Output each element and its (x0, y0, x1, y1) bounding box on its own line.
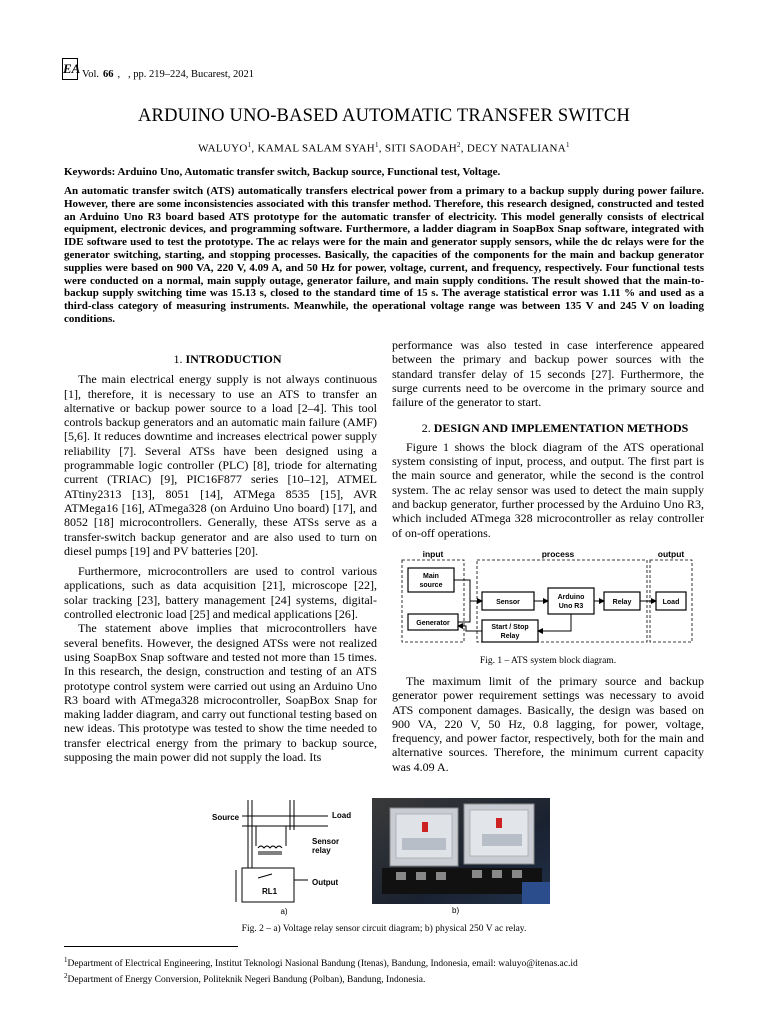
source-label: Source (212, 813, 240, 822)
author-affiliation: 2 (456, 141, 461, 149)
right-column-continued (392, 674, 704, 774)
author-name: SITI SAODAH (384, 142, 457, 155)
author-affiliation: 1 (566, 141, 570, 149)
footnote-1 (64, 954, 704, 970)
paragraph: The maximum limit of the primary source and backup generator power requirement settings was necessary to avoid ATS component damages. Basically, the design was based on 900 VA, 220 V, 50 Hz, 0.8 lagging, for power, voltage, frequency, and power factor, respectively, both for the main and alternative sources. Therefore, the minimum current capacity was 4.09 A. (392, 674, 704, 774)
footnote-marker: 1 (64, 956, 68, 964)
footnote-text: Department of Electrical Engineering, Institut Teknologi Nasional Bandung (Itenas), Bandung, Indonesia, email: waluyo@itenas.ac.id (67, 959, 578, 970)
paper-title: ARDUINO UNO-BASED AUTOMATIC TRANSFER SWITCH (137, 106, 631, 126)
label-output: output (657, 549, 685, 559)
section-number: 2. (421, 421, 434, 436)
abstract: An automatic transfer switch (ATS) automatically transfers electrical power from a primary to a backup supply during power failure. However, there are some inconsistencies associated with this transfer method. Therefore, this research designed, constructed and tested an Arduino Uno R3 board based ATS prototype for the automatic transfer of electricity. This model generally consists of electrical equipment, electronic devices, and programming software. Furthermore, a ladder diagram in SoapBox Snap software, integrated with IDE software used to test the prototype. The ac relays were for the main and generator supply sensors, while the dc relays were for the generator switching, starting, and stopping processes. Basically, the capacities of the components for the main and backup generator supplies were based on 900 VA, 220 V, 4.09 A, and 50 Hz for power, voltage, current, and frequency, respectively. Four functional tests were conducted on a normal, main supply outage, generator failure, and main supply conditions. The result showed that the main-to-backup supply switching time was 15.13 s, closed to the standard time of 15 s. The average statistical error was 1.11 % and used as a third-class category of measuring instruments. Meanwhile, the operational voltage range was between 135 V and 245 V on loading conditions. (64, 185, 704, 325)
paragraph: Furthermore, microcontrollers are used to control various applications, such as data acquisition [21], microscope [22], solar tracking [23], battery management [24] systems, digital-controlled electronic load [25] and medical applications [26]. (64, 564, 377, 622)
author-name: DECY NATALIANA (466, 142, 567, 155)
startstop-label: Relay (500, 633, 520, 640)
journal-header (62, 58, 254, 80)
generator-label: Generator (416, 620, 450, 627)
arduino-label: Arduino (557, 594, 585, 601)
footnotes (64, 954, 704, 986)
load-label: Load (332, 811, 352, 820)
author-affiliation: 1 (374, 141, 379, 149)
section-heading-introduction (64, 352, 377, 366)
main-source-label: source (419, 582, 443, 589)
paragraph: The statement above implies that microcontrollers have several benefits. However, the designed ATSs were not realized using SoapBox Snap software and tested not more than 15 times. In this research, the design, construction and testing of an ATS prototype control system were carried out using an Arduino Uno R3 board with ATmega328 microcontroller, SoapBox Snap for making ladder diagram, and carry out functional testing based on new ideas. This prototype was tested to show the time needed to transfer electrical energy from the primary to backup source, supposing the main power did not supply the load. Its (64, 621, 377, 765)
author-name: KAMAL SALAM SYAH (257, 142, 375, 155)
figure-2a-circuit-diagram (208, 798, 368, 916)
main-source-label: Main (423, 573, 439, 580)
footnote-2 (64, 970, 704, 986)
relay-body (464, 804, 534, 864)
author-name: WALUYO (198, 142, 248, 155)
section-number: 1. (173, 352, 186, 366)
keywords: Keywords: Arduino Uno, Automatic transfer switch, Backup source, Functional test, Voltage. (64, 166, 501, 178)
citation-prefix: Vol. (82, 69, 100, 80)
label-process: process (541, 549, 575, 559)
author-list: WALUYO$^1$, KAMAL SALAM SYAH$^1$, SITI SAODAH$^2$, DECY NATALIANA$^1$ (198, 141, 570, 155)
subfigure-label-b: b) (452, 906, 460, 915)
sensor-relay-label: Sensor (312, 837, 340, 846)
citation-rest: , , pp. 219–224, Bucarest, 2021 (117, 69, 255, 80)
right-column (392, 338, 704, 540)
sensor-relay-label: relay (312, 846, 331, 855)
footnote-marker: 2 (64, 972, 68, 981)
paragraph: The main electrical energy supply is not always continuous [1], therefore, it is necessary to use an ATS to transfer an alternative or backup power source to a load [2–4]. This tool controls backup generators and an automatic main failure (AMF) [5,6]. It reduces downtime and increases electrical power supply reliability [7]. Several ATSs have been designed using a programmable logic controller (PLC) [8], triode for alternating current (TRIAC) [9], PIC16F877 series [10–12], ATMEL ATtiny2313 [13], 8051 [14], ATMega 8535 [15], AVR ATMega16 [16], ATmega328 (on Arduino Uno board) [17], and 8052 [18] microcontrollers. Generally, these ATSs serve as a transfer-switch backup generator and are also used to turn on diesel pumps [19] and PV batteries [20]. (64, 372, 377, 558)
figure-2b-relay-photo (372, 798, 550, 904)
volume-number: 66 (103, 69, 114, 80)
arduino-block (548, 588, 594, 614)
left-column (64, 352, 377, 764)
paragraph: performance was also tested in case interference appeared between the primary and backup power sources with the standard transfer delay of 15 seconds [27]. Furthermore, the surge currents need to be overcome in the primary source and failure of the generator to start. (392, 338, 704, 410)
startstop-label: Start / Stop (491, 624, 529, 631)
subfigure-label-a: a) (280, 907, 288, 916)
paragraph: Figure 1 shows the block diagram of the ATS operational system consisting of input, process, and output. The first part is the main source and generator, while the second is the control system. The ac relay sensor was used to detect the main supply and backup generator, further processed by the Arduino Uno R3, which included ATmega 328 microcontroller as relay controller of on-off operations. (392, 439, 704, 540)
figure-1-block-diagram (398, 548, 698, 648)
footnote-divider (64, 946, 238, 947)
section-title: INTRODUCTION (185, 352, 282, 366)
relay-body (390, 808, 458, 866)
label-input: input (422, 549, 444, 559)
author-affiliation: 1 (247, 141, 252, 149)
footnote-text: Department of Energy Conversion, Politeknik Negeri Bandung (Polban), Bandung, Indonesia. (67, 975, 426, 986)
arduino-label: Uno R3 (558, 603, 584, 610)
load-label: Load (662, 599, 680, 606)
output-label: Output (312, 878, 339, 887)
section-heading-methods (392, 421, 704, 435)
figure-1-caption: Fig. 1 – ATS system block diagram. (479, 656, 617, 666)
section-title: DESIGN AND IMPLEMENTATION METHODS (433, 421, 689, 436)
sensor-label: Sensor (496, 599, 520, 606)
rl1-label: RL1 (262, 887, 278, 896)
relay-label: Relay (612, 599, 632, 606)
journal-logo: EA (62, 58, 78, 80)
figure-2-caption: Fig. 2 – a) Voltage relay sensor circuit diagram; b) physical 250 V ac relay. (241, 924, 527, 934)
